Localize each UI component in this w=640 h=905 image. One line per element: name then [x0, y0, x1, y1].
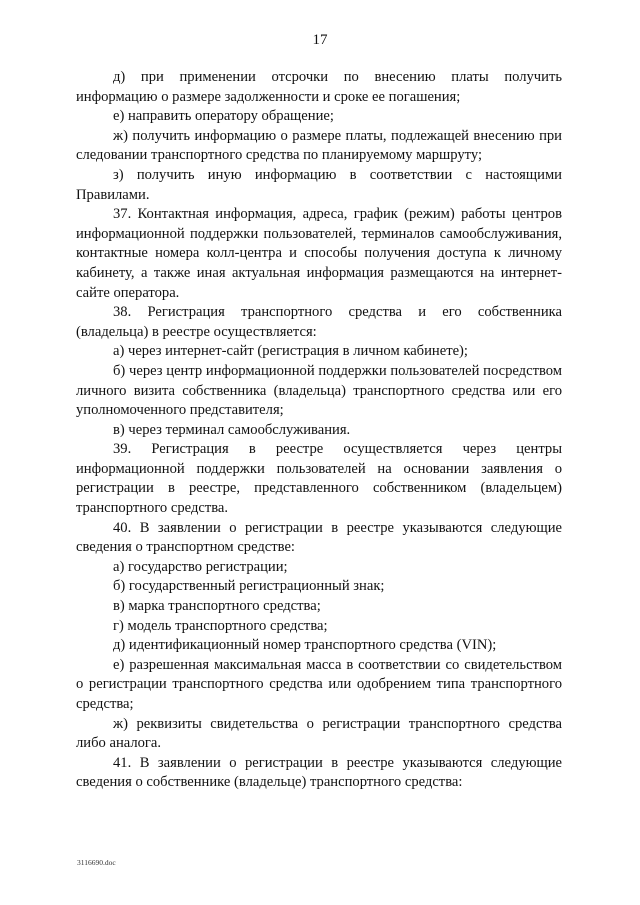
paragraph-clause-38: 38. Регистрация транспортного средства и его собственника (владельца) в реестре осуществляется: [76, 304, 562, 340]
paragraph-38-item-a: а) через интернет-сайт (регистрация в личном кабинете); [113, 343, 468, 360]
paragraph-item-z: з) получить иную информацию в соответствии с настоящими Правилами. [76, 166, 562, 203]
paragraph-40-item-e: е) разрешенная максимальная масса в соответствии со свидетельством о регистрации транспортного средства или одобрением типа транспортного средства; [76, 656, 562, 712]
paragraph-38-item-b: б) через центр информационной поддержки пользователей посредством личного визита собственника (владельца) транспортного средства или его уполномоченного представителя; [76, 362, 562, 419]
paragraph-item-e: е) направить оператору обращение; [113, 108, 334, 125]
paragraph-40-item-d: д) идентификационный номер транспортного средства (VIN); [113, 637, 497, 654]
paragraph-40-item-v: в) марка транспортного средства; [113, 598, 321, 615]
paragraph-clause-40: 40. В заявлении о регистрации в реестре указываются следующие сведения о транспортном средстве: [76, 519, 562, 556]
paragraph-40-item-b: б) государственный регистрационный знак; [113, 578, 385, 595]
paragraph-item-d: д) при применении отсрочки по внесению платы получить информацию о размере задолженности и сроке ее погашения; [76, 69, 562, 105]
page-number: 17 [312, 32, 328, 48]
paragraph-clause-41: 41. В заявлении о регистрации в реестре указываются следующие сведения о собственнике (владельце) транспортного средства: [76, 754, 562, 791]
paragraph-item-zh: ж) получить информацию о размере платы, подлежащей внесению при следовании транспортного средства по планируемому маршруту; [76, 127, 562, 164]
paragraph-clause-37: 37. Контактная информация, адреса, график (режим) работы центров информационной поддержки пользователей, терминалов самообслуживания, контактные номера колл-центра и способы получения доступа к личному кабинету, а также иная актуальная информация размещаются на интернет-сайте оператора. [76, 206, 562, 301]
paragraph-38-item-v: в) через терминал самообслуживания. [113, 421, 351, 438]
document-filename: 3116690.doc [77, 858, 116, 867]
document-body [76, 68, 562, 793]
paragraph-40-item-g: г) модель транспортного средства; [113, 617, 328, 634]
paragraph-clause-39: 39. Регистрация в реестре осуществляется через центры информационной поддержки пользователей на основании заявления о регистрации в реестре, представленного собственником (владельцем) транспортного средства. [76, 441, 562, 517]
paragraph-40-item-zh: ж) реквизиты свидетельства о регистрации транспортного средства либо аналога. [76, 715, 562, 752]
paragraph-40-item-a: а) государство регистрации; [113, 558, 288, 575]
